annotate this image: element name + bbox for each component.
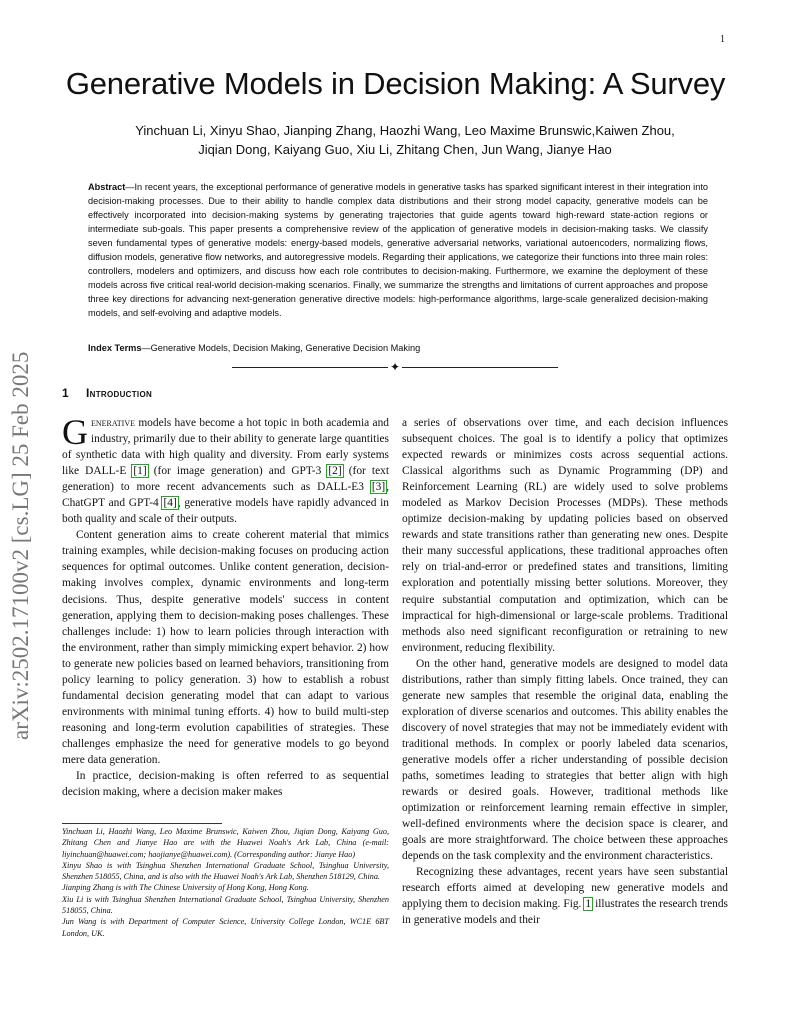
abstract	[88, 180, 708, 320]
citation-link[interactable]: [2]	[328, 465, 342, 478]
page-number: 1	[720, 34, 725, 45]
paragraph-5: On the other hand, generative models are designed to model data distributions, rather than simply fitting labels. Once trained, they can generate new samples that resemble the original data, enabling the exploration of diverse scenarios and outcomes. This ability enables the discovery of novel strategies that may not be immediately evident with traditional methods. In complex or poorly labeled data scenarios, generative models offer a richer understanding of possible decision paths, sometimes leading to strategies that better align with high rewards or desired goals. However, traditional methods like optimization or reinforcement learning remain effective in simpler, well-defined environments where the decision space is clearer, and goals are more straightforward. The choice between these approaches depends on the task complexity and the environment characteristics.	[402, 657, 728, 863]
paper-title: Generative Models in Decision Making: A Survey	[65, 66, 726, 101]
index-terms	[88, 342, 708, 355]
footnote: Xiu Li is with Tsinghua Shenzhen International Graduate School, Tsinghua University, Shenzhen 518055, China.	[62, 894, 389, 916]
figure-link[interactable]: 1	[585, 898, 592, 911]
citation-link[interactable]: [1]	[133, 465, 147, 478]
abstract-text: —In recent years, the exceptional performance of generative models in generative tasks has sparked significant interest in their integration into decision-making processes. Due to their ability to handle complex data distributions and their strong model capacity, generative models can be effectively incorporated into decision-making systems by generating trajectories that guide agents toward high-reward state-action regions or intermediate sub-goals. This paper presents a comprehensive review of the application of generative models in decision-making tasks. We classify seven fundamental types of generative models: energy-based models, generative adversarial networks, variational autoencoders, normalizing flows, diffusion models, generative flow networks, and autoregressive models. Regarding their applications, we categorize their functions into three main roles: controllers, modelers and optimizers, and discuss how each role contributes to decision-making. Furthermore, we examine the deployment of these models across five critical real-world decision-making scenarios. Finally, we summarize the strengths and limitations of current approaches and propose three key directions for advancing next-generation generative directive models: high-performance algorithms, large-scale generalized decision-making models, and self-evolving and adaptive models.	[88, 182, 708, 319]
author-list	[60, 121, 750, 159]
text-run: , generative models have rapidly advanced in both quality and scale of their outputs.	[62, 497, 389, 526]
index-terms-label: Index Terms	[88, 343, 142, 353]
text-run: models have become a hot topic in both academia and industry, primarily due to their ability to generate large quantities of synthetic data with high quality and diversity. From early systems like DALL-E	[62, 417, 389, 478]
text-run: (for image generation) and GPT-3	[147, 465, 328, 478]
footnote: Jianping Zhang is with The Chinese University of Hong Kong, Hong Kong.	[62, 883, 309, 893]
column-left	[62, 412, 389, 800]
footnote-rule	[62, 823, 222, 824]
text-run: , ChatGPT and GPT-4	[62, 481, 389, 510]
footnotes	[62, 826, 389, 939]
column-right	[402, 415, 728, 929]
section-number: 1	[62, 386, 69, 400]
citation-link[interactable]: [4]	[163, 497, 177, 510]
paragraph-2: Content generation aims to create coherent material that mimics training examples, while decision-making focuses on producing action sequences for optimal outcomes. Unlike content generation, decision-making involves complex, dynamic environments and long-term decisions. Thus, despite generative models' success in content generation, applying them to decision-making poses challenges. These challenges include: 1) how to learn policies through interaction with the environment, rather than simply mimicking expert behavior. 2) how to generate new policies based on learned behaviors, transitioning from policy learning to policy generation. 3) how to establish a robust fundamental decision generating model that can adapt to various environments with minimal tuning efforts. 4) how to build multi-step reasoning and long-term evolution capabilities of strategies. These challenges emphasize the need for generative models to go beyond mere data generation.	[62, 529, 389, 766]
section-title: Introduction	[86, 386, 153, 400]
authors-line-2: Jiqian Dong, Kaiyang Guo, Xiu Li, Zhitang Chen, Jun Wang, Jianye Hao	[198, 142, 612, 157]
authors-line-1: Yinchuan Li, Xinyu Shao, Jianping Zhang, Haozhi Wang, Leo Maxime Brunswic,Kaiwen Zhou,	[135, 123, 675, 138]
footnote: Yinchuan Li, Haozhi Wang, Leo Maxime Brunswic, Kaiwen Zhou, Jiqian Dong, Kaiyang Guo, Zhitang Chen and Jianye Hao are with the Huawei Noah's Ark Lab, China (e-mail: liyinchuan@huawei.com; haojianye@huawei.com). (Corresponding author: Jianye Hao)	[62, 827, 389, 859]
text-run: (for text generation) to more recent advancements such as DALL-E3	[62, 465, 389, 494]
drop-cap: G	[62, 412, 88, 452]
separator-diamond-icon: ✦	[389, 360, 401, 374]
paragraph-1	[62, 412, 389, 527]
footnote: Xinyu Shao is with Tsinghua Shenzhen International Graduate School, Tsinghua University, Shenzhen 518055, China, and is also with the Huawei Noah's Ark Lab, Shenzhen 518129, China.	[62, 860, 389, 882]
arxiv-stamp: arXiv:2502.17100v2 [cs.LG] 25 Feb 2025	[8, 351, 33, 740]
paragraph-6	[402, 864, 728, 928]
text-run: illustrates the research trends in generative models and their	[402, 898, 728, 927]
text-run: Recognizing these advantages, recent years have seen substantial research efforts aimed at developing new generative models and applying them to decision making. Fig.	[402, 866, 728, 911]
paragraph-4: a series of observations over time, and each decision influences subsequent choices. The goal is to identify a policy that optimizes expected rewards or minimizes costs across sequential actions. Classical algorithms such as Dynamic Programming (DP) and Reinforcement Learning (RL) are widely used to solve problems modeled as Markov Decision Processes (MDPs). These methods optimize decision-making by updating policies based on observed rewards and state transitions rather than generating new ones. Despite their many successful applications, these traditional approaches often rely on trial-and-error or predefined states and transitions, limiting exploration and potentially missing better solutions. Moreover, they require substantial computation and optimization, which can be impractical for high-dimensional or large-scale problems. Traditional methods also need significant reconfiguration or retraining to new environment, reducing flexibility.	[402, 417, 728, 654]
citation-link[interactable]: [3]	[371, 481, 386, 494]
paragraph-3: In practice, decision-making is often referred to as sequential decision making, where a decision maker makes	[62, 770, 389, 799]
lead-word: enerative	[91, 417, 135, 429]
index-terms-text: —Generative Models, Decision Making, Generative Decision Making	[141, 343, 421, 353]
abstract-label: Abstract	[88, 182, 126, 192]
footnote: Jun Wang is with Department of Computer Science, University College London, WC1E 6BT London, UK.	[62, 917, 389, 938]
